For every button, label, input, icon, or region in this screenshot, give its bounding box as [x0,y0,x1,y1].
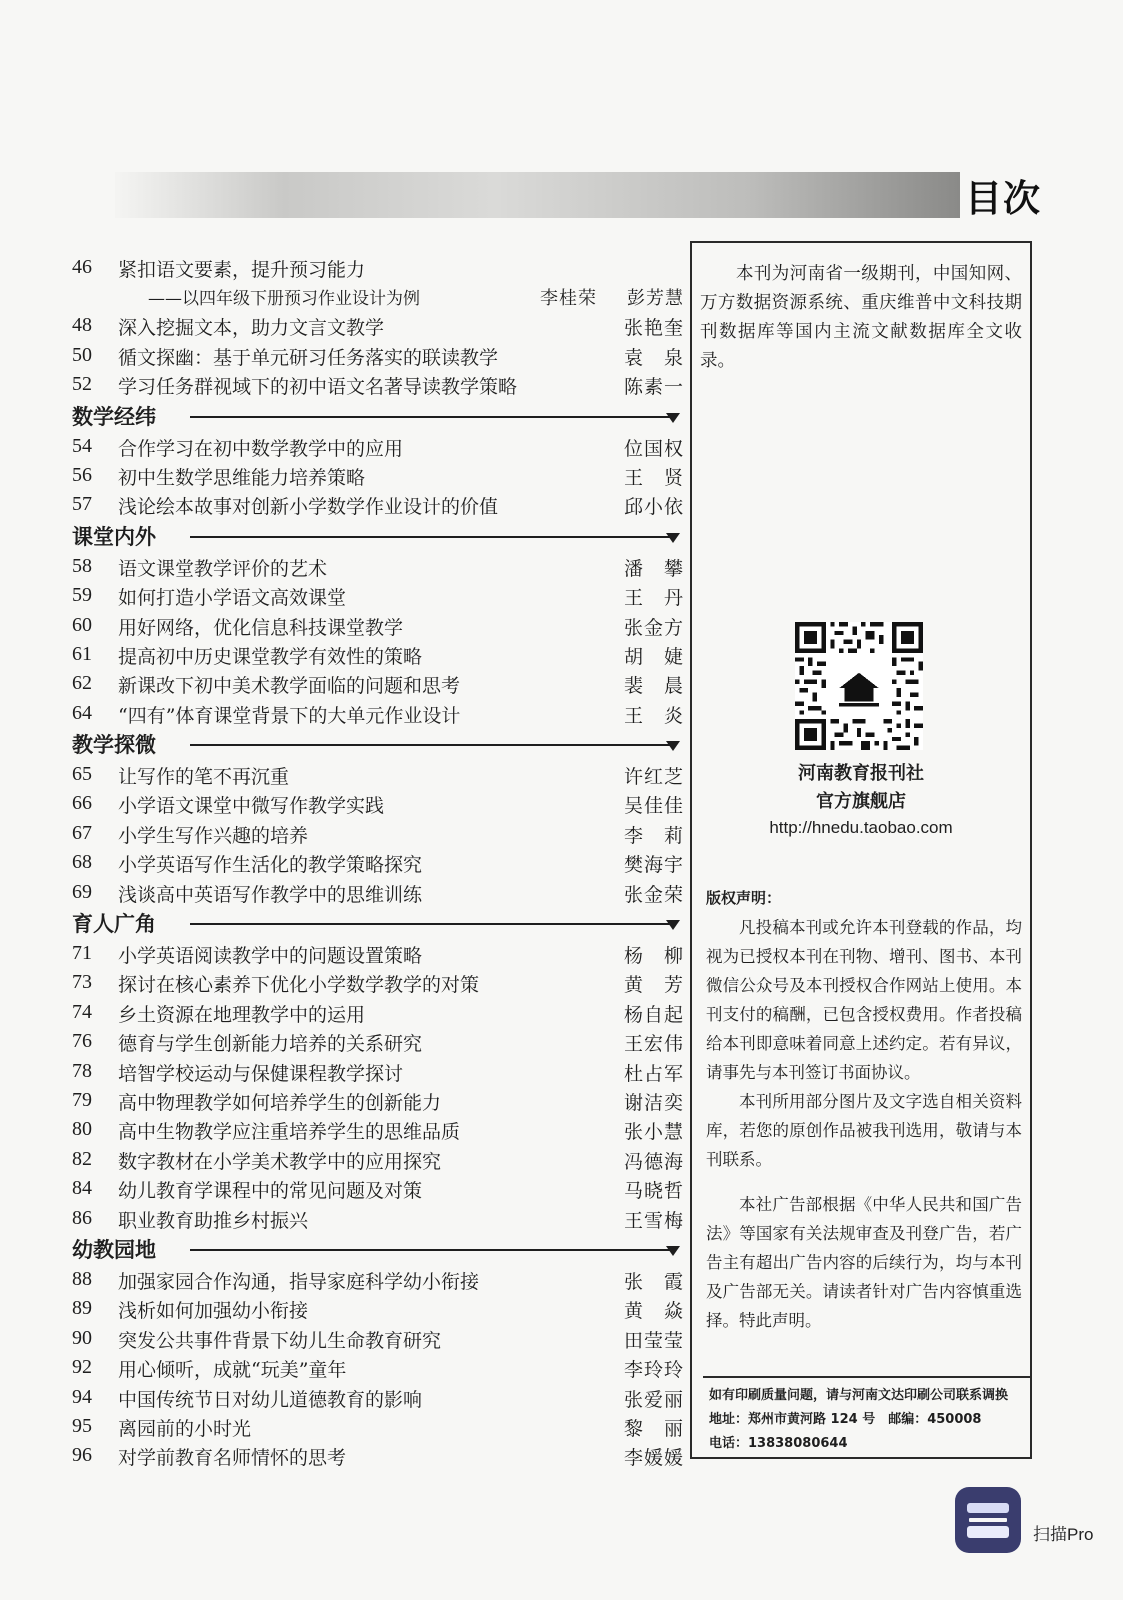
toc-entry[interactable] [72,967,684,996]
page-number: 54 [72,434,92,457]
store-info [700,760,1022,840]
article-title: “四有”体育课堂背景下的大单元作业设计 [118,704,461,727]
scanner-app-label: 扫描Pro [1033,1525,1094,1544]
section-title: 教学探微 [72,733,156,758]
article-title: 学习任务群视域下的初中语文名著导读教学策略 [118,376,518,399]
arrow-down-icon [666,533,680,543]
article-author: 位国权 [623,437,684,460]
store-subtitle: 官方旗舰店 [816,791,906,812]
article-author: 邱小依 [623,496,684,519]
page-number: 76 [72,1030,92,1053]
article-author: 李 莉 [623,824,684,847]
article-author: 黄 焱 [623,1300,684,1323]
arrow-down-icon [666,920,680,930]
article-author: 杨自起 [623,1003,684,1026]
page-number: 79 [72,1088,92,1111]
copyright-notice [706,884,1022,1174]
section-heading [72,906,684,938]
toc-entry[interactable] [72,668,684,697]
article-title: 语文课堂教学评价的艺术 [118,557,328,580]
article-author: 王 炎 [623,704,684,727]
article-subtitle: ——以四年级下册预习作业设计为例 [148,289,420,310]
page-number: 69 [72,880,92,903]
toc-entry[interactable] [72,788,684,817]
journal-intro: 本刊为河南省一级期刊，中国知网、万方数据资源系统、重庆维普中文科技期刊数据库等国内主流文献数据库全文收录。 [700,264,1022,371]
toc-entry[interactable] [72,1085,684,1114]
toc-entry[interactable] [72,1382,684,1411]
page-number: 89 [72,1297,92,1320]
page-number: 96 [72,1444,92,1467]
article-author: 李桂荣 [540,288,597,310]
article-title: 探讨在核心素养下优化小学数学教学的对策 [118,974,480,997]
article-author: 王 贤 [623,466,684,489]
page-number: 60 [72,613,92,636]
page-number: 74 [72,1000,92,1023]
article-title: 突发公共事件背景下幼儿生命教育研究 [118,1329,442,1352]
toc-entry[interactable] [72,1114,684,1143]
article-title: 提高初中历史课堂教学有效性的策略 [118,645,423,668]
section-rule [190,923,674,925]
article-title: 让写作的笔不再沉重 [118,766,290,789]
toc-entry[interactable] [72,1293,684,1322]
article-author: 黄 芳 [623,974,684,997]
scanner-app-icon[interactable] [955,1487,1021,1553]
article-title: 高中生物教学应注重培养学生的思维品质 [118,1121,461,1144]
page-number: 92 [72,1356,92,1379]
section-rule [190,744,674,746]
article-author: 李玲玲 [623,1359,684,1382]
toc-entry[interactable] [72,1026,684,1055]
article-title: 对学前教育名师情怀的思考 [118,1447,347,1470]
article-author: 冯德海 [623,1150,684,1173]
article-title: 浅论绘本故事对创新小学数学作业设计的价值 [118,496,499,519]
page-number: 68 [72,851,92,874]
toc-entry[interactable] [72,997,684,1026]
toc-entry[interactable] [72,1352,684,1381]
article-author: 李媛媛 [623,1447,684,1470]
toc-subtitle-row [72,281,684,310]
article-author: 黎 丽 [623,1417,684,1440]
toc-entry[interactable] [72,340,684,369]
article-title: 循文探幽：基于单元研习任务落实的联读教学 [118,346,499,369]
article-author: 彭芳慧 [627,288,684,310]
article-author: 胡 婕 [623,645,684,668]
page-number: 78 [72,1059,92,1082]
section-title: 课堂内外 [72,524,156,549]
page-number: 84 [72,1177,92,1200]
toc-entry[interactable] [72,1411,684,1440]
print-notice-line-1: 如有印刷质量问题，请与河南文达印刷公司联系调换 [709,1388,1009,1403]
article-author: 谢洁奕 [623,1091,684,1114]
page-number: 52 [72,373,92,396]
page-number: 59 [72,584,92,607]
section-rule [190,536,674,538]
page-number: 58 [72,554,92,577]
article-author: 张金方 [623,616,684,639]
section-title: 数学经纬 [72,404,156,429]
article-title: 乡土资源在地理教学中的运用 [118,1003,366,1026]
page-number: 62 [72,672,92,695]
page-number: 66 [72,792,92,815]
article-author: 张爱丽 [623,1388,684,1411]
article-author: 许红芝 [623,766,684,789]
section-rule [190,1249,674,1251]
toc-entry[interactable] [72,639,684,668]
article-title: 幼儿教育学课程中的常见问题及对策 [118,1180,423,1203]
article-title: 如何打造小学语文高效课堂 [118,587,347,610]
page-number: 48 [72,314,92,337]
article-title: 初中生数学思维能力培养策略 [118,466,366,489]
article-title: 培智学校运动与保健课程教学探讨 [118,1062,404,1085]
page-number: 71 [72,942,92,965]
article-title: 离园前的小时光 [118,1417,252,1440]
article-title: 浅析如何加强幼小衔接 [118,1300,309,1323]
toc-entry[interactable] [72,938,684,967]
toc-entry[interactable] [72,877,684,906]
article-title: 浅谈高中英语写作教学中的思维训练 [118,883,423,906]
article-title: 小学英语写作生活化的教学策略探究 [118,854,423,877]
page-number: 61 [72,642,92,665]
arrow-down-icon [666,1246,680,1256]
toc-entry[interactable] [72,847,684,876]
page-number: 86 [72,1206,92,1229]
section-heading [72,519,684,551]
article-author: 潘 攀 [623,557,684,580]
toc-entry[interactable] [72,610,684,639]
table-of-contents [72,252,684,1470]
section-rule [190,416,674,418]
toc-entry[interactable] [72,1144,684,1173]
section-heading [72,1232,684,1264]
article-title: 数字教材在小学美术教学中的应用探究 [118,1150,442,1173]
page-number: 82 [72,1147,92,1170]
toc-entry[interactable] [72,1203,684,1232]
toc-entry[interactable] [72,818,684,847]
toc-entry[interactable] [72,1056,684,1085]
article-author: 杨 柳 [623,945,684,968]
article-title: 用心倾听，成就“玩美”童年 [118,1359,347,1382]
article-title: 紧扣语文要素，提升预习能力 [118,259,366,281]
article-author: 张艳奎 [623,317,684,340]
toc-entry[interactable] [72,310,684,339]
article-author: 张 霞 [623,1270,684,1293]
page-number: 46 [72,256,92,278]
article-author: 王 丹 [623,587,684,610]
section-title: 育人广角 [72,912,156,937]
article-title: 小学生写作兴趣的培养 [118,824,309,847]
toc-entry[interactable] [72,489,684,518]
toc-entry[interactable] [72,431,684,460]
store-name: 河南教育报刊社 [798,763,924,784]
store-url[interactable]: http://hnedu.taobao.com [769,818,953,837]
page-title: 目次 [965,177,1041,220]
toc-entry[interactable] [72,1323,684,1352]
page-number: 67 [72,821,92,844]
article-author: 陈素一 [623,376,684,399]
print-address: 地址：郑州市黄河路 124 号 邮编：450008 [709,1412,982,1427]
page-number: 94 [72,1385,92,1408]
toc-entry[interactable] [72,1264,684,1293]
page-number: 88 [72,1267,92,1290]
page-number: 80 [72,1118,92,1141]
copyright-paragraph-2: 本刊所用部分图片及文字选自相关资料库，若您的原创作品被我刊选用，敬请与本刊联系。 [706,1092,1022,1169]
article-author: 王雪梅 [623,1209,684,1232]
article-title: 中国传统节日对幼儿道德教育的影响 [118,1388,423,1411]
toc-entry[interactable] [72,698,684,727]
print-phone: 电话：13838080644 [709,1436,848,1451]
page-number: 57 [72,493,92,516]
copyright-paragraph-1: 凡投稿本刊或允许本刊登载的作品，均视为已授权本刊在刊物、增刊、图书、本刊微信公众号及本刊授权合作网站上使用。本刊支付的稿酬，已包含授权费用。作者投稿给本刊即意味着同意上述约定。若有异议，请事先与本刊签订书面协议。 [706,918,1022,1082]
page-number: 56 [72,463,92,486]
toc-entry[interactable] [72,252,684,281]
toc-entry[interactable] [72,759,684,788]
toc-entry[interactable] [72,369,684,398]
article-title: 德育与学生创新能力培养的关系研究 [118,1033,423,1056]
section-heading [72,727,684,759]
article-title: 用好网络，优化信息科技课堂教学 [118,616,404,639]
print-quality-notice [703,1376,1032,1460]
page-number: 95 [72,1414,92,1437]
article-author: 王宏伟 [623,1033,684,1056]
article-title: 新课改下初中美术教学面临的问题和思考 [118,675,461,698]
page-number: 64 [72,701,92,724]
article-author: 张小慧 [623,1121,684,1144]
page-number: 73 [72,971,92,994]
toc-entry[interactable] [72,1440,684,1469]
article-title: 小学语文课堂中微写作教学实践 [118,795,385,818]
arrow-down-icon [666,741,680,751]
page-number: 50 [72,343,92,366]
page-number: 65 [72,763,92,786]
article-author: 袁 泉 [623,346,684,369]
article-author: 张金荣 [623,883,684,906]
article-title: 合作学习在初中数学教学中的应用 [118,437,404,460]
article-author: 裴 晨 [623,675,684,698]
arrow-down-icon [666,413,680,423]
article-title: 高中物理教学如何培养学生的创新能力 [118,1091,442,1114]
page-number: 90 [72,1326,92,1349]
header-band [115,172,960,218]
article-author: 田莹莹 [623,1329,684,1352]
article-author: 马晓哲 [623,1180,684,1203]
toc-entry[interactable] [72,580,684,609]
article-author: 杜占军 [623,1062,684,1085]
section-heading [72,399,684,431]
advertising-notice: 本社广告部根据《中华人民共和国广告法》等国家有关法规审查及刊登广告，若广告主有超出广告内容的后续行为，均与本刊及广告部无关。请读者针对广告内容慎重选择。特此声明。 [706,1195,1022,1330]
toc-entry[interactable] [72,551,684,580]
article-author: 吴佳佳 [623,795,684,818]
qr-code-icon[interactable] [795,622,923,750]
toc-entry[interactable] [72,460,684,489]
article-title: 职业教育助推乡村振兴 [118,1209,309,1232]
section-title: 幼教园地 [72,1237,156,1262]
article-title: 加强家园合作沟通，指导家庭科学幼小衔接 [118,1270,480,1293]
article-author: 樊海宇 [623,854,684,877]
toc-entry[interactable] [72,1173,684,1202]
article-title: 小学英语阅读教学中的问题设置策略 [118,945,423,968]
copyright-heading: 版权声明： [706,889,782,907]
article-title: 深入挖掘文本，助力文言文教学 [118,317,385,340]
